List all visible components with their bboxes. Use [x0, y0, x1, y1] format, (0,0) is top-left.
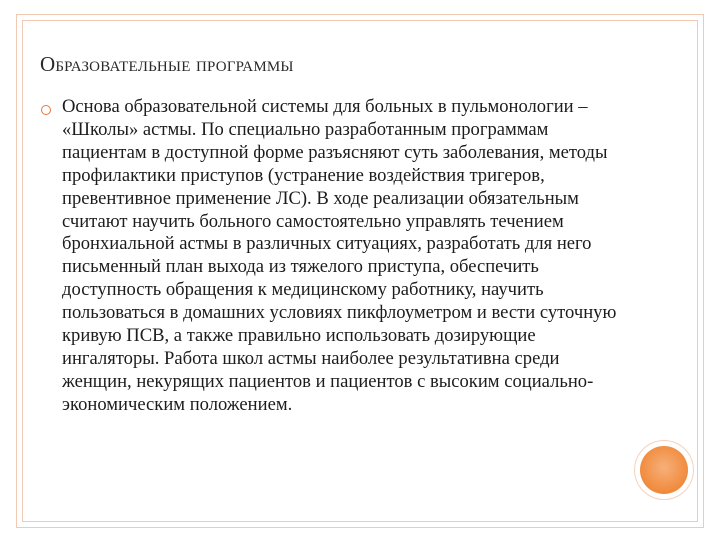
slide-title-text: Образовательные программы: [40, 52, 294, 76]
orange-circle-icon: [640, 446, 688, 494]
slide-title: [40, 52, 294, 77]
ring-bullet-icon: [41, 105, 51, 115]
bullet-text: Основа образовательной системы для больных в пульмонологии – «Школы» астмы. По специально разработанным программам пациентам в доступной форме разъясняют суть заболевания, методы профилактики приступов (устранение воздействия тригеров, превентивное применение ЛС). В ходе реализации обязательным считают научить больного самостоятельно управлять течением бронхиальной астмы в различных ситуациях, разработать для него письменный план выхода из тяжелого приступа, обеспечить доступность обращения к медицинскому работнику, научить пользоваться в домашних условиях пикфлоуметром и вести суточную кривую ПСВ, а также правильно использовать дозирующие ингаляторы. Работа школ астмы наиболее результативна среди женщин, некурящих пациентов и пациентов с высоким социально-экономическим положением.: [62, 96, 617, 415]
